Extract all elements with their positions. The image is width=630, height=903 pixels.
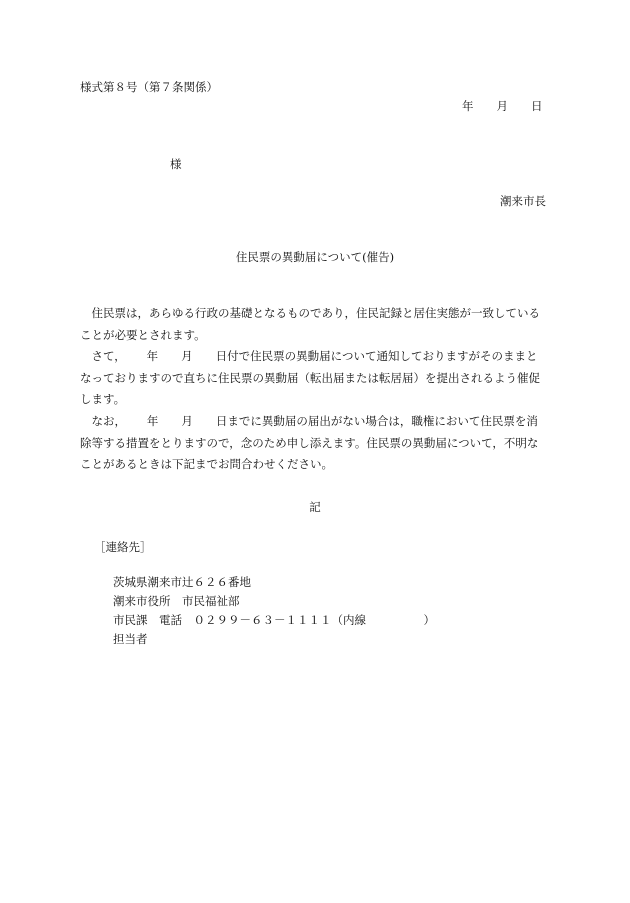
date-line: 年 月 日 [462, 99, 543, 113]
contact-heading: ［連絡先］ [94, 540, 152, 554]
body-paragraph-2: さて， 年 月 日付で住民票の異動届について通知しておりますがそのままと なっておりますので直ちに住民票の異動届（転出届または転居届）を提出されるよう催促 します。 [80, 349, 540, 406]
contact-department: 潮来市役所 市民福祉部 [113, 594, 240, 608]
contact-phone: 市民課 電話 ０２９９－６３－１１１１（内線 ） [113, 613, 435, 627]
ki-heading: 記 [309, 500, 321, 514]
addressee: 様 [170, 157, 182, 171]
form-number: 様式第８号（第７条関係） [80, 80, 218, 94]
body-paragraph-3: なお， 年 月 日までに異動届の届出がない場合は，職権において住民票を消 除等する措置をとりますので，念のため申し添えます。住民票の異動届について，不明な ことがあるときは下記までお問合わせください。 [80, 414, 539, 471]
contact-address: 茨城県潮来市辻６２６番地 [113, 575, 251, 589]
sender: 潮来市長 [500, 194, 546, 208]
body-paragraph-1: 住民票は，あらゆる行政の基礎となるものであり，住民記録と居住実態が一致している ことが必要とされます。 [80, 306, 540, 342]
document-title: 住民票の異動届について(催告) [235, 250, 395, 264]
contact-person: 担当者 [113, 632, 148, 646]
